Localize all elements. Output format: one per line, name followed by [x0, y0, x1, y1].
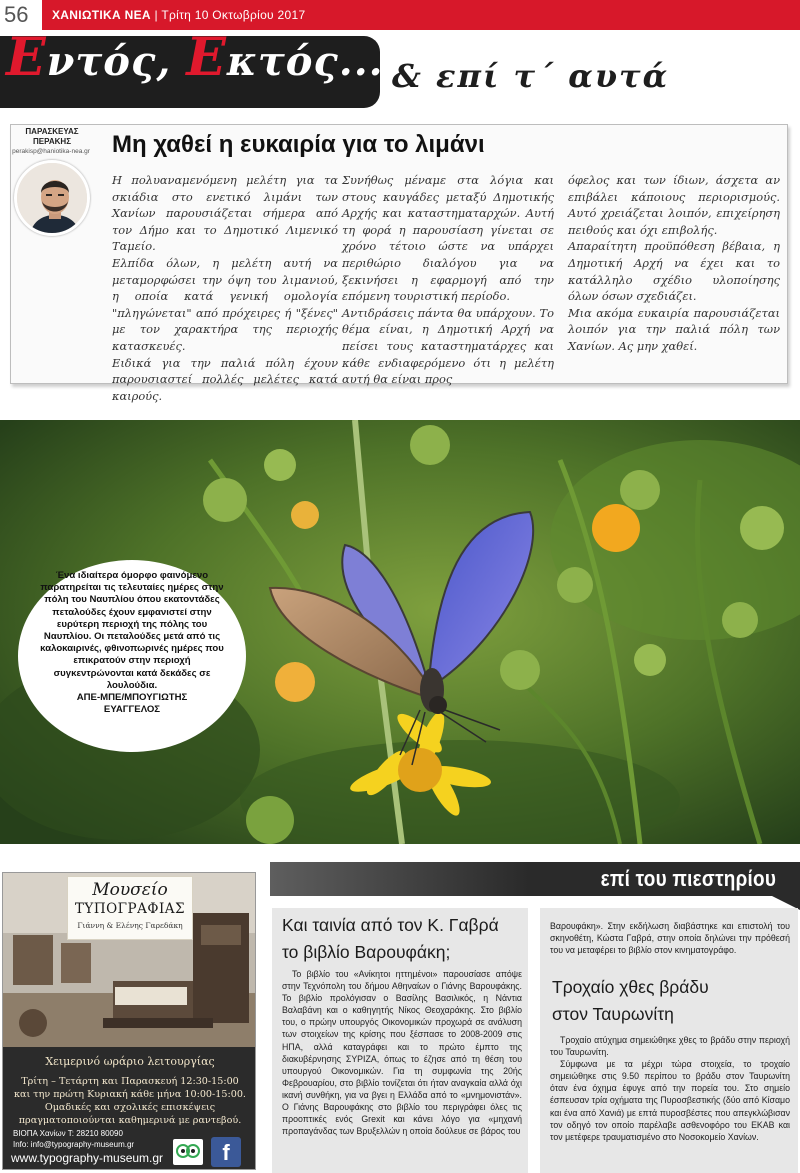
museum-website: www.typography-museum.gr [11, 1151, 164, 1165]
press-story-2-text [550, 1034, 790, 1143]
column-title-initial-1: Ε [6, 27, 47, 88]
publication-separator: | [154, 8, 162, 22]
museum-advertisement [2, 872, 256, 1170]
museum-email: Info: info@typography-museum.gr [13, 1140, 135, 1149]
press-story-2-headline-line: στον Ταυρωνίτη [552, 1004, 674, 1024]
photo-credit-line-1: ΑΠΕ-ΜΠΕ/ΜΠΟΥΓΙΩΤΗΣ [76, 692, 188, 704]
press-story-2-paragraph: Τροχαίο ατύχημα σημειώθηκε χθες το βράδυ στην περιοχή του Ταυρωνίτη. [550, 1035, 790, 1058]
facebook-icon: f [211, 1137, 241, 1167]
press-story-1-headline [282, 912, 522, 966]
column-title-initial-2: Ε [186, 27, 227, 88]
author-photo [14, 160, 90, 236]
museum-logo-sub: Γιάννη & Ελένης Γαρεδάκη [77, 921, 183, 930]
page-number: 56 [0, 0, 42, 30]
column-title-word-1: ντός, [46, 38, 187, 85]
museum-hours-line: και την πρώτη Κυριακή κάθε μήνα 10:00-15:00. [14, 1089, 246, 1100]
press-story-2-headline [552, 974, 792, 1028]
press-story-2-headline-line: Τροχαίο χθες βράδυ [552, 977, 709, 997]
tripadvisor-icon [173, 1139, 203, 1165]
opinion-paragraph: Απαραίτητη προϋπόθεση βέβαια, η Δημοτική Αρχή να έχει και το κατάλληλο σχέδιο υλοποίησης όλων όσων σχεδιάζει. [568, 239, 780, 304]
museum-hours [3, 1075, 256, 1127]
column-title [6, 27, 384, 88]
photo-caption: Ένα ιδιαίτερα όμορφο φαινόμενο παρατηρείται τις τελευταίες ημέρες στην πόλη του Ναυπλίου όπου εκατοντάδες πεταλούδες έχουν εμφανιστεί στην ευρύτερη περιοχή της πόλης του Ναυπλίου. Οι πεταλούδες μετά από τις καλοκαιρινές, φθινοπωρινές ημέρες που επικρατούν στην περιοχή συγκεντρώνονται κατά δεκάδες σε λουλούδια. [40, 570, 224, 691]
column-subtitle: & επί τ΄ αυτά [392, 57, 670, 95]
opinion-paragraph: Η πολυαναμενόμενη μελέτη για τα σκιάδια στο ενετικό λιμάνι των Χανίων παρουσιάζεται σήμερα από τον Δήμο και το Δημοτικό Λιμενικό Ταμείο. [112, 173, 338, 254]
opinion-paragraph: Ελπίδα όλων, η μελέτη αυτή να μεταμορφώσει την όψη του λιμανιού, η οποία κατά γενική ομολογία "πληγώνεται" από πρόχειρες ή "ξένες" με τον χαρακτήρα της περιοχής κατασκευές. [112, 255, 338, 353]
museum-hours-line: Ομαδικές και σχολικές επισκέψεις [44, 1102, 216, 1113]
opinion-column-2 [342, 172, 554, 388]
opinion-paragraph: Συνήθως μέναμε στα λόγια και στους καυγάδες μεταξύ Δημοτικής Αρχής και καταστηματαρχών. Αυτή τη φορά η παρουσίαση γίνεται σε χρόνο τέτοιο ώστε να υπάρχει περιθώριο διαλόγου για να ξεκινήσει η εφαρμογή από την επόμενη τουριστική περίοδο. [342, 173, 554, 304]
museum-logo [67, 876, 193, 940]
press-section-title: επί του πιεστηρίου [600, 866, 776, 891]
author-name: ΠΑΡΑΣΚΕΥΑΣ ΠΕΡΑΚΗΣ [25, 127, 79, 146]
museum-hours-heading: Χειμερινό ωράριο λειτουργίας [45, 1055, 215, 1068]
museum-phone: ΒΙΟΠΑ Χανίων Τ: 28210 80090 [13, 1129, 123, 1138]
opinion-column-3 [568, 172, 780, 355]
author-email: perakisp@haniotika-nea.gr [12, 148, 90, 155]
opinion-paragraph: Αντιδράσεις πάντα θα υπάρχουν. Το θέμα είναι, η Δημοτική Αρχή να πείσει τους καταστηματάρχες και κάθε ενδιαφερόμενο ότι η μελέτη αυτή θα είναι προς [342, 305, 554, 387]
opinion-paragraph: όφελος και των ίδιων, άσχετα αν επιβάλει κάποιους περιορισμούς. Αυτό χρειάζεται λοιπόν, επιχείρηση πειθούς και όχι επιβολής. [568, 173, 780, 237]
opinion-column-1 [112, 172, 338, 404]
press-section-shade [270, 862, 530, 896]
museum-logo-main: ΤΥΠΟΓΡΑΦΙΑΣ [74, 901, 186, 917]
press-story-1-text: Το βιβλίο του «Ανίκητοι ηττημένοι» παρουσίασε απόψε στην Τεχνόπολη του δήμου Αθηναίων ο Γιάνης Βαρουφάκης. Το βιβλίο προλόγισαν ο Βασίλης Βασιλικός, η Νάντια Βαλαβάνη και ο καθηγητής Νίκος Θεοχαράκης. Στο βιβλίο του, ο πρώην υπουργός Οικονομικών προχωρά σε ανάλυση των στοιχείων της κρίσης που ξέσπασε το 2008-2009 στις ΗΠΑ, αλλά καταγράφει και το πρώτο έμπτο της διακυβέρνησης ΣΥΡΙΖΑ, όπως το έζησε από τη θέση του υπουργού Οικονομικών. Για τη συμφωνία της 20ής Φεβρουαρίου, στο βιβλίο τονίζεται ότι ήταν αναγκαία αλλά όχι ικανή συνθήκη, για να βγει η Ελλάδα από το «μνημονιστάν». Ο Γιάνης Βαρουφάκης στο βιβλίο του περιγράφει όλες τις προοπτικές ενός Grexit και κάνει λόγο για «μηχανή προπαγάνδας των Βρυξελλών η οποία δούλευε σε βάρος του [282, 969, 522, 1137]
opinion-paragraph: Ειδικά για την παλιά πόλη έχουν παρουσιαστεί πολλές μελέτες κατά καιρούς. [112, 355, 338, 403]
publication-name: ΧΑΝΙΩΤΙΚΑ ΝΕΑ [52, 8, 151, 22]
column-title-word-2: κτός... [226, 38, 384, 85]
press-story-2-paragraph: Σύμφωνα με τα μέχρι τώρα στοιχεία, το τροχαίο σημειώθηκε στις 9.50 περίπου το βράδυ στον Ταυρωνίτη όταν ένα όχημα έφυγε από την πορεία του. Στο σημείο έσπευσαν τρία οχήματα της Πυροσβεστικής (δύο από Κίσαμο και ένα από Χανιά) με επτά πυροσβέστες που απεγκλώβισαν τον οδηγό τον οποίο παρέλαβε ασθενοφόρο του ΕΚΑΒ και τον μετέφερε τραυματισμένο στο Νοσοκομείο Χανίων. [550, 1059, 790, 1142]
publication-line [52, 0, 305, 30]
photo-credit-line-2: ΕΥΑΓΓΕΛΟΣ [103, 704, 161, 716]
photo-caption-circle [18, 560, 246, 752]
press-story-1-headline-line: Και ταινία από τον Κ. Γαβρά [282, 915, 499, 935]
opinion-paragraph: Μια ακόμα ευκαιρία παρουσιάζεται λοιπόν για την παλιά πόλη των Χανίων. Ας μην χαθεί. [568, 305, 780, 353]
museum-logo-script: Μουσείο [92, 880, 168, 900]
museum-info-panel [3, 1047, 256, 1170]
press-section-bar [270, 862, 800, 896]
museum-hours-line: Τρίτη – Τετάρτη και Παρασκευή 12:30-15:00 [21, 1076, 239, 1087]
publication-date: Τρίτη 10 Οκτωβρίου 2017 [161, 8, 306, 22]
opinion-headline: Μη χαθεί η ευκαιρία για το λιμάνι [112, 131, 485, 158]
press-story-1-headline-line: το βιβλίο Βαρουφάκη; [282, 942, 451, 962]
museum-hours-line: πραγματοποιούνται καθημερινά με ραντεβού. [18, 1115, 242, 1126]
press-story-1-continuation: Βαρουφάκη». Στην εκδήλωση διαβάστηκε και επιστολή του σκηνοθέτη, Κώστα Γαβρά, στην οποία δηλώνει την πρόθεσή του να μεταφέρει το βιβλίο στον κινηματογράφο. [550, 921, 790, 956]
tripadvisor-owl-icon [173, 1139, 203, 1165]
